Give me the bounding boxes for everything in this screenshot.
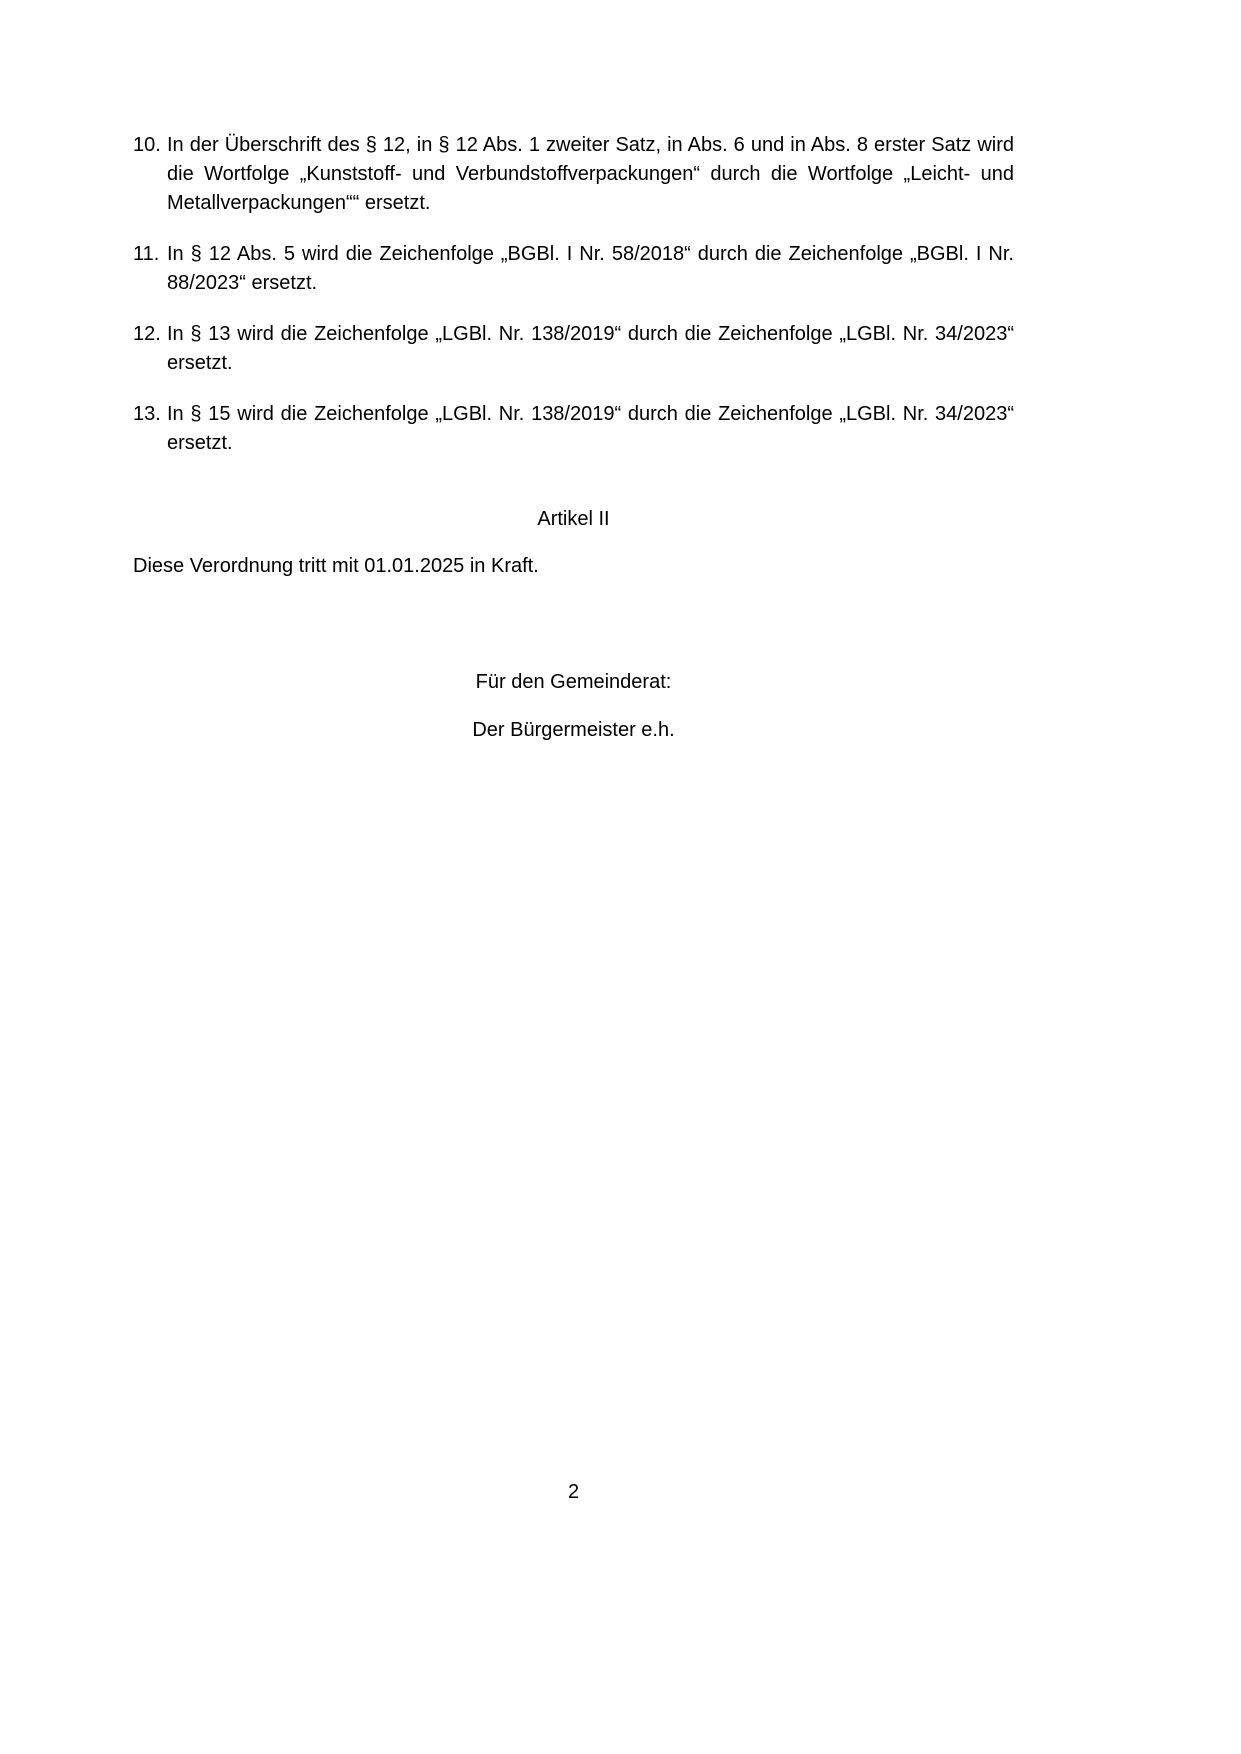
list-item [133, 400, 1014, 458]
list-item-number: 12. [133, 323, 161, 345]
list-item-text: In § 13 wird die Zeichenfolge „LGBl. Nr. 138/2019“ durch die Zeichenfolge „LGBl. Nr. 34/2023“ ersetzt. [167, 323, 1014, 374]
list-item-number: 11. [133, 243, 160, 265]
article-heading: Artikel II [537, 508, 610, 530]
document-content [133, 131, 1014, 745]
list-item [133, 320, 1014, 378]
list-item [133, 240, 1014, 298]
list-item [133, 131, 1014, 218]
list-item-text: In der Überschrift des § 12, in § 12 Abs. 1 zweiter Satz, in Abs. 6 und in Abs. 8 erster Satz wird die Wortfolge „Kunststoff- und Verbundstoffverpackungen“ durch die Wortfolge „Leicht- und Metallverpackungen““ ersetzt. [167, 134, 1014, 214]
list-item-text: In § 12 Abs. 5 wird die Zeichenfolge „BGBl. I Nr. 58/2018“ durch die Zeichenfolge „BGBl. I Nr. 88/2023“ ersetzt. [167, 243, 1014, 294]
list-item-number: 13. [133, 403, 161, 425]
effective-date-text: Diese Verordnung tritt mit 01.01.2025 in Kraft. [133, 555, 539, 577]
signature-role: Für den Gemeinderat: [475, 671, 672, 693]
signature-name: Der Bürgermeister e.h. [472, 719, 675, 741]
list-item-number: 10. [133, 134, 161, 156]
list-item-text: In § 15 wird die Zeichenfolge „LGBl. Nr. 138/2019“ durch die Zeichenfolge „LGBl. Nr. 34/2023“ ersetzt. [167, 403, 1014, 454]
amendment-list [133, 131, 1014, 458]
page-number: 2 [567, 1481, 580, 1503]
